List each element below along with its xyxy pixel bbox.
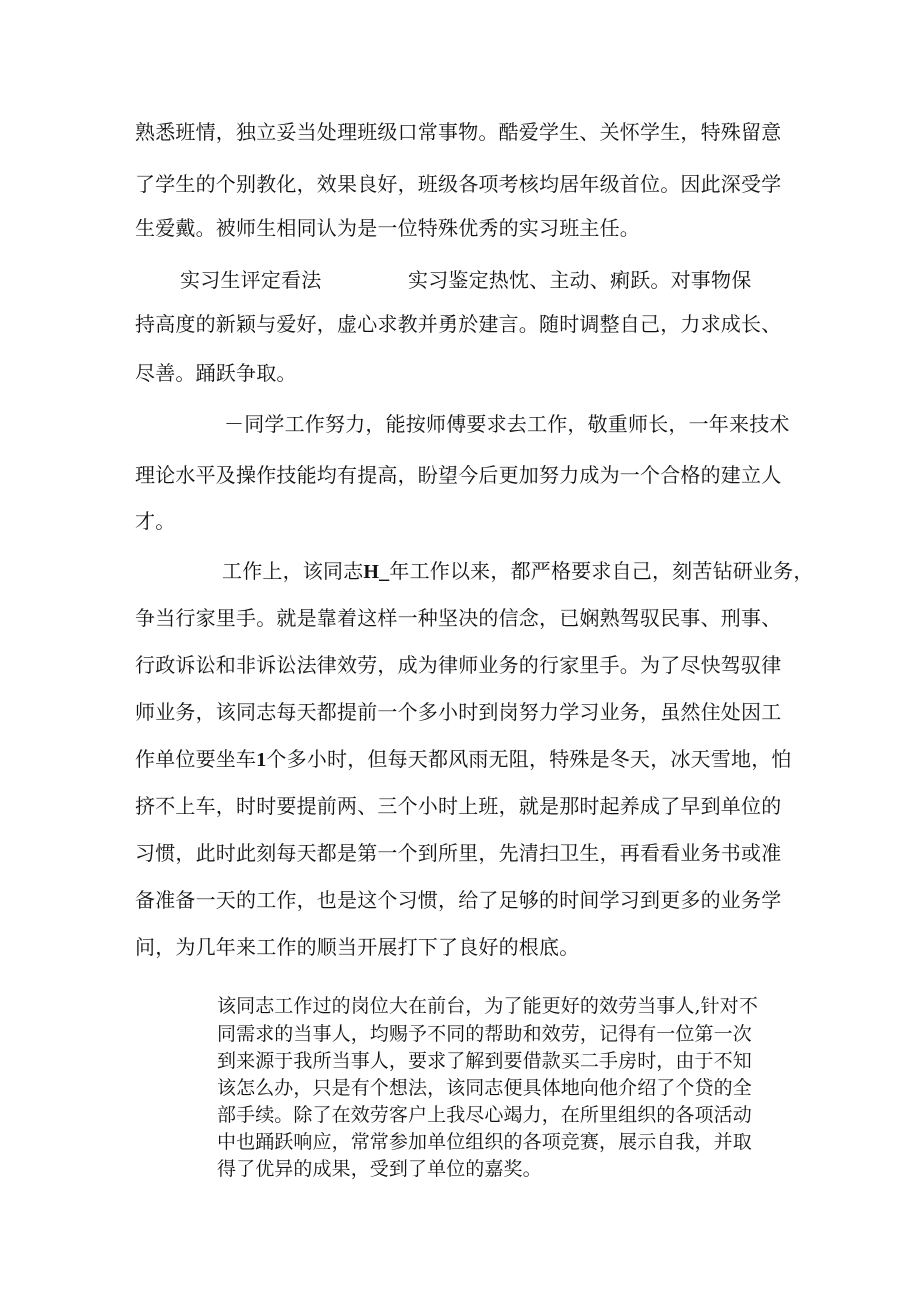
paragraph4-line1-bold: H_ bbox=[363, 561, 390, 583]
paragraph4-line7: 习惯，此时此刻每天都是第一个到所里，先清扫卫生，再看看业务书或准 bbox=[135, 841, 782, 865]
paragraph4-line5-bold: 1 bbox=[256, 749, 267, 771]
paragraph3-line3: 才。 bbox=[135, 509, 176, 533]
paragraph4-line9: 问，为几年来工作的顺当开展打下了良好的根底。 bbox=[135, 935, 580, 959]
evaluation-line2: 持高度的新颖与爱好，虚心求教并勇於建言。随时调整自己，力求成长、 bbox=[135, 312, 782, 336]
evaluation-line1: 实习鉴定热忱、主动、痢跃。对事物保 bbox=[408, 268, 752, 292]
paragraph5-line6: 中也踊跃响应，常常参加单位组织的各项竞赛，展示自我，并取 bbox=[217, 1131, 752, 1153]
paragraph4-line5 bbox=[135, 745, 792, 774]
paragraph4-line1 bbox=[222, 557, 814, 586]
paragraph4-line2: 争当行家里手。就是靠着这样一种坚决的信念，已娴熟驾驭民事、刑事、 bbox=[135, 606, 782, 630]
paragraph5-line2: 同需求的当事人，均赐予不同的帮助和效劳，记得有一位第一次 bbox=[217, 1023, 752, 1045]
paragraph4-line3: 行政诉讼和非诉讼法律效劳，成为律师业务的行家里手。为了尽快驾驭律 bbox=[135, 653, 782, 677]
paragraph5-line3: 到来源于我所当事人，要求了解到要借款买二手房时，由于不知 bbox=[217, 1050, 752, 1072]
paragraph1-line2: 了学生的个别教化，效果良好，班级各项考核均居年级首位。因此深受学 bbox=[135, 172, 782, 196]
paragraph5-line7: 得了优异的成果，受到了单位的嘉奖。 bbox=[217, 1158, 542, 1180]
paragraph4-line4: 师业务，该同志每天都提前一个多小时到岗努力学习业务，虽然住处因工 bbox=[135, 700, 782, 724]
paragraph4-line5-pre: 作单位要坐车 bbox=[135, 747, 257, 771]
paragraph4-line1-post: 年工作以来，都严格要求自己，刻苦钻研业务， bbox=[389, 559, 814, 583]
paragraph5-line4: 该怎么办，只是有个想法，该同志便具体地向他介绍了个贷的全 bbox=[217, 1077, 752, 1099]
paragraph4-line1-pre: 工作上，该同志 bbox=[222, 559, 364, 583]
evaluation-label: 实习生评定看法 bbox=[180, 268, 322, 292]
evaluation-line3: 尽善。踊跃争取。 bbox=[135, 361, 297, 385]
paragraph5-line1: 该同志工作过的岗位大在前台，为了能更好的效劳当事人,针对不 bbox=[217, 995, 758, 1017]
paragraph1-line3: 生爱戴。被师生相同认为是一位特殊优秀的实习班主任。 bbox=[135, 216, 640, 240]
paragraph4-line6: 挤不上车，时时要提前两、三个小时上班，就是那时起养成了早到单位的 bbox=[135, 794, 782, 818]
paragraph4-line5-post: 个多小时，但每天都风雨无阻，特殊是冬天，冰天雪地，怕 bbox=[266, 747, 792, 771]
paragraph3-line2: 理论水平及操作技能均有提高，盼望今后更加努力成为一个合格的建立人 bbox=[135, 463, 782, 487]
paragraph3-line1: －同学工作努力，能按师傅要求去工作，敬重师长，一年来技术 bbox=[224, 412, 790, 436]
paragraph5-line5: 部手续。除了在效劳客户上我尽心竭力，在所里组织的各项活动 bbox=[217, 1104, 752, 1126]
paragraph1-line1: 熟悉班情，独立妥当处理班级口常事物。酷爱学生、关怀学生，特殊留意 bbox=[135, 120, 782, 144]
paragraph4-line8: 备准备一天的工作，也是这个习惯，给了足够的时间学习到更多的业务学 bbox=[135, 888, 782, 912]
